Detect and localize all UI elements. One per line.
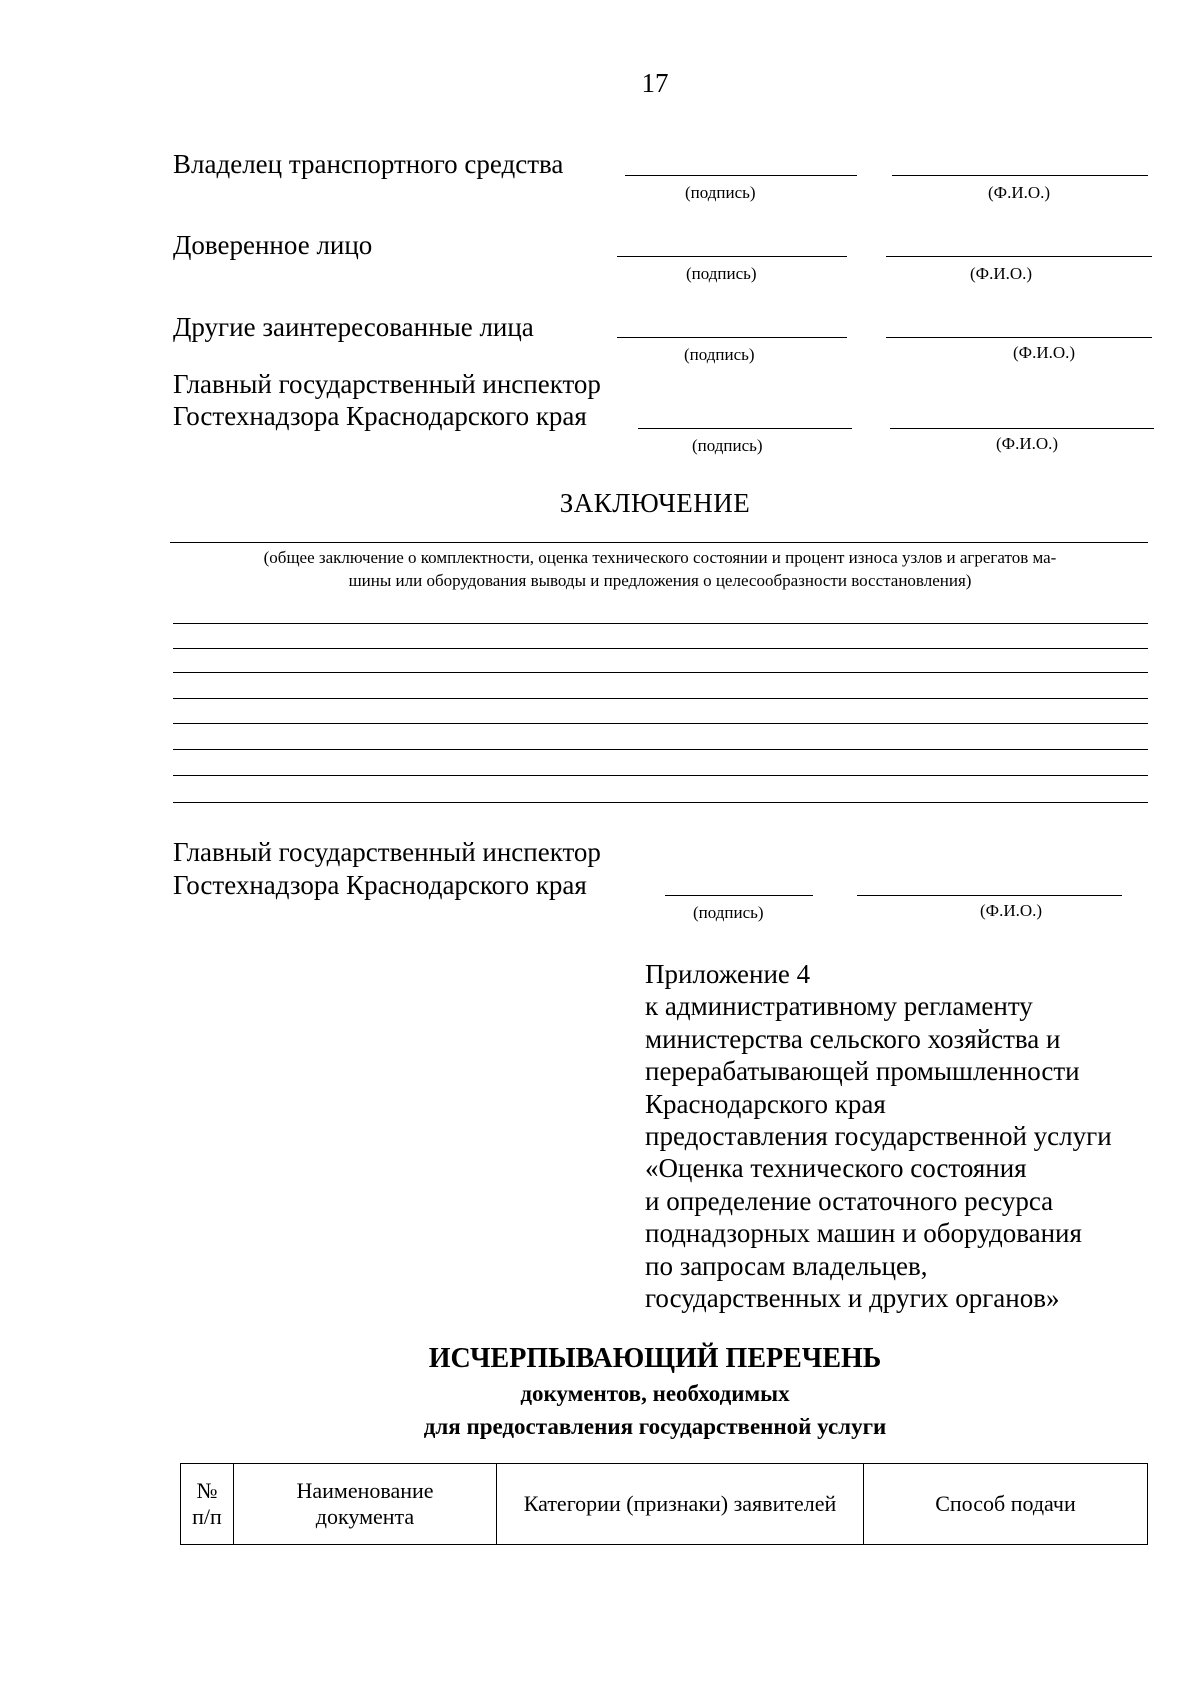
sign-caption: (подпись)	[693, 903, 764, 922]
name-line	[857, 895, 1122, 896]
header-document-name	[234, 1464, 497, 1545]
fill-line	[173, 749, 1148, 750]
header-submission-method: Способ подачи	[864, 1464, 1148, 1545]
signature-label-proxy: Доверенное лицо	[173, 230, 373, 260]
fill-line	[173, 723, 1148, 724]
signature-line	[617, 337, 847, 338]
header-number	[181, 1464, 234, 1545]
fill-line	[173, 775, 1148, 776]
signature-line	[617, 256, 847, 257]
fill-line	[173, 648, 1148, 649]
table-header-row	[181, 1464, 1148, 1545]
list-heading-line3: для предоставления государственной услуги	[423, 1414, 887, 1439]
fill-line	[173, 802, 1148, 803]
conclusion-caption	[170, 546, 1150, 592]
appendix-line: Приложение 4	[645, 959, 811, 989]
signature-label-inspector-line1: Главный государственный инспектор	[173, 369, 601, 399]
appendix-line: министерства сельского хозяйства и	[645, 1023, 1061, 1054]
appendix-line: к административному регламенту	[645, 991, 1033, 1022]
signature-label-owner: Владелец транспортного средства	[173, 149, 564, 179]
header-document-name-line1: Наименование	[296, 1478, 434, 1503]
fill-line	[173, 672, 1148, 673]
header-document-name-line2: документа	[315, 1504, 415, 1529]
fill-line	[173, 698, 1148, 699]
sign-caption: (подпись)	[686, 264, 757, 283]
conclusion-caption-line2: шины или оборудования выводы и предложения о целесообразности восстановления)	[348, 571, 972, 590]
fill-line	[173, 623, 1148, 624]
signature-line	[625, 175, 857, 176]
appendix-line: поднадзорных машин и оборудования	[645, 1218, 1082, 1249]
header-number-line2: п/п	[192, 1504, 222, 1529]
signature-line	[665, 895, 813, 896]
name-caption: (Ф.И.О.)	[988, 183, 1051, 202]
conclusion-top-line	[170, 542, 1148, 543]
sign-caption: (подпись)	[692, 436, 763, 455]
list-heading-title: ИСЧЕРПЫВАЮЩИЙ ПЕРЕЧЕНЬ	[428, 1343, 882, 1374]
appendix-line: государственных и других органов»	[645, 1283, 1060, 1314]
appendix-line: Краснодарского края	[645, 1088, 886, 1119]
documents-table	[180, 1463, 1148, 1545]
name-caption: (Ф.И.О.)	[980, 901, 1043, 920]
appendix-line: перерабатывающей промышленности	[645, 1056, 1080, 1087]
name-line	[886, 337, 1152, 338]
name-caption: (Ф.И.О.)	[970, 264, 1033, 283]
appendix-line: по запросам владельцев,	[645, 1250, 928, 1281]
name-caption: (Ф.И.О.)	[1013, 343, 1076, 362]
appendix-line: предоставления государственной услуги	[645, 1121, 1112, 1152]
header-applicant-categories: Категории (признаки) заявителей	[497, 1464, 864, 1545]
name-line	[886, 256, 1152, 257]
conclusion-caption-line1: (общее заключение о комплектности, оценка технического состоянии и процент износа узлов и агрегатов ма-	[263, 548, 1057, 567]
final-inspector-line2: Гостехнадзора Краснодарского края	[173, 870, 587, 900]
name-line	[890, 428, 1154, 429]
sign-caption: (подпись)	[685, 183, 756, 202]
signature-line	[638, 428, 852, 429]
name-line	[892, 175, 1148, 176]
page-number: 17	[641, 68, 669, 98]
list-heading-line2: документов, необходимых	[520, 1381, 790, 1406]
signature-label-interested: Другие заинтересованные лица	[173, 312, 534, 342]
conclusion-title: ЗАКЛЮЧЕНИЕ	[559, 488, 751, 518]
sign-caption: (подпись)	[684, 345, 755, 364]
name-caption: (Ф.И.О.)	[996, 434, 1059, 453]
header-number-line1: №	[196, 1478, 218, 1503]
appendix-block	[645, 958, 1165, 1314]
appendix-line: «Оценка технического состояния	[645, 1153, 1027, 1184]
appendix-line: и определение остаточного ресурса	[645, 1185, 1054, 1216]
signature-label-inspector-line2: Гостехнадзора Краснодарского края	[173, 401, 587, 431]
final-inspector-line1: Главный государственный инспектор	[173, 837, 601, 867]
